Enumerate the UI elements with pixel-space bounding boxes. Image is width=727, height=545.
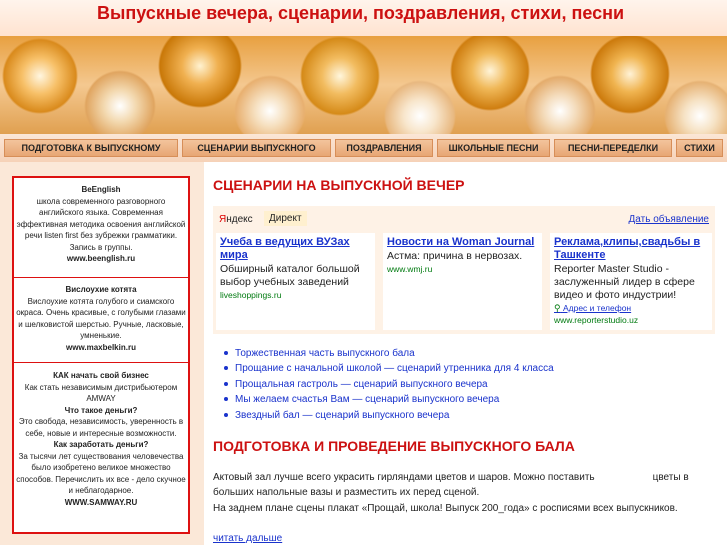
direct-ad-card	[383, 233, 542, 330]
direct-ad-title[interactable]: Учеба в ведущих ВУЗах мира	[220, 236, 350, 261]
direct-ad-site[interactable]: www.wmj.ru	[387, 264, 433, 274]
ad-question: Как заработать деньги?	[53, 440, 149, 449]
map-pin-icon: ⚲	[554, 303, 561, 313]
sidebar-ads	[12, 176, 190, 534]
direct-ad-address[interactable]: ⚲ Адрес и телефон	[554, 303, 632, 313]
page-title: СЦЕНАРИИ НА ВЫПУСКНОЙ ВЕЧЕР	[213, 177, 465, 193]
direct-ad-card	[550, 233, 712, 330]
direct-ad-title[interactable]: Реклама,клипы,свадьбы в Ташкенте	[554, 236, 701, 261]
ad-divider	[14, 362, 188, 363]
yandex-direct-block	[213, 206, 715, 334]
scenario-links	[235, 346, 554, 423]
list-item[interactable]: Звездный бал — сценарий выпускного вечера	[235, 408, 554, 423]
balloons-banner-image	[0, 36, 727, 134]
ad-text: Это свобода, независимость, уверенность в себе, новые и интересные возможности.	[18, 417, 184, 438]
list-item[interactable]: Торжественная часть выпускного бала	[235, 346, 554, 361]
direct-tab[interactable]: Директ	[264, 211, 307, 226]
direct-ad-text: Обширный каталог большой выбор учебных заведений	[220, 263, 360, 288]
list-item[interactable]: Прощальная гастроль — сценарий выпускного вечера	[235, 377, 554, 392]
direct-ad-site[interactable]: www.reporterstudio.uz	[554, 315, 639, 325]
ad-text: За тысячи лет существования человечества было изобретено великое множество способов. Перечислить их все - дело скучное и неблагодарное.	[16, 451, 186, 495]
ad-title: Вислоухие котята	[65, 285, 137, 294]
ad-question: Что такое деньги?	[64, 405, 138, 415]
top-nav	[0, 134, 727, 162]
list-item[interactable]: Прощание с начальной школой — сценарий утренника для 4 класса	[235, 361, 554, 376]
nav-item-scenarios[interactable]: СЦЕНАРИИ ВЫПУСКНОГО	[182, 139, 331, 157]
list-item[interactable]: Мы желаем счастья Вам — сценарий выпускного вечера	[235, 392, 554, 407]
ad-kittens[interactable]	[14, 284, 188, 353]
ad-url[interactable]: www.beenglish.ru	[66, 254, 136, 263]
nav-item-congratulations[interactable]: ПОЗДРАВЛЕНИЯ	[335, 139, 433, 157]
ad-title: КАК начать свой бизнес	[53, 371, 149, 380]
ad-text: Вислоухие котята голубого и сиамского окраса. Очень красивые, с голубыми глазами и шелковистой шерстью. Ручные, ласковые, умненькие.	[16, 296, 186, 340]
nav-item-song-remakes[interactable]: ПЕСНИ-ПЕРЕДЕЛКИ	[554, 139, 672, 157]
section-title: ПОДГОТОВКА И ПРОВЕДЕНИЕ ВЫПУСКНОГО БАЛА	[213, 438, 575, 454]
ad-business[interactable]	[14, 370, 188, 508]
direct-ad-text: Астма: причина в нервозах.	[387, 250, 523, 262]
site-title: Выпускные вечера, сценарии, поздравления, стихи, песни	[97, 3, 625, 23]
nav-item-school-songs[interactable]: ШКОЛЬНЫЕ ПЕСНИ	[437, 139, 550, 157]
ad-url[interactable]: www.maxbelkin.ru	[66, 342, 136, 352]
ad-text: Как стать независимым дистрибьютером AMWAY	[24, 382, 178, 403]
yandex-logo[interactable]: Яндекс	[219, 214, 253, 225]
read-more-link[interactable]: читать дальше	[213, 533, 283, 544]
nav-item-poems[interactable]: СТИХИ	[676, 139, 723, 157]
ad-divider	[14, 277, 188, 278]
ad-url[interactable]: WWW.SAMWAY.RU	[64, 497, 138, 507]
nav-item-preparation[interactable]: ПОДГОТОВКА К ВЫПУСКНОМУ	[4, 139, 178, 157]
direct-ad-text: Reporter Master Studio - заслуженный лидер в сфере видео и фото индустрии!	[554, 263, 695, 301]
ad-title: BeEnglish	[81, 185, 121, 194]
advertise-link[interactable]: Дать объявление	[628, 214, 709, 225]
direct-ad-site[interactable]: liveshoppings.ru	[220, 290, 282, 300]
ad-text: школа современного разговорного английского языка. Современная эффективная методика освоения английской речи listen first без зубрежки грамматики. Запись в группы.	[16, 196, 186, 252]
direct-ad-title[interactable]: Новости на Woman Journal	[387, 236, 535, 248]
ad-beenglish[interactable]	[14, 184, 188, 265]
section-text: Актовый зал лучше всего украсить гирляндами цветов и шаров. Можно поставить цветы в больших напольные вазы и разместить их перед сценой. На заднем плане сцены плакат «Прощай, школа! Выпуск 200_года» с росписями всех выпускников.	[213, 472, 689, 514]
header	[0, 0, 727, 36]
direct-ad-card	[216, 233, 375, 330]
